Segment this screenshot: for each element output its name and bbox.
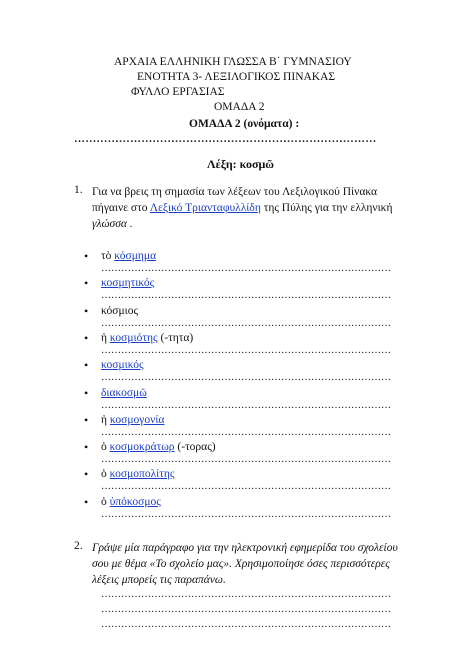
answer-dotted-line[interactable]: …………………………………………………………………………… <box>101 454 391 465</box>
answer-dotted-line[interactable]: …………………………………………………………………………… <box>101 509 391 520</box>
bullet-icon: • <box>84 276 89 290</box>
word-item <box>101 250 156 262</box>
bullet-icon: • <box>84 440 89 454</box>
word-link[interactable]: κοσμητικός <box>101 277 155 289</box>
word-link[interactable]: κοσμοκράτωρ <box>109 441 175 453</box>
question-2-line-2: σου με θέμα «Το σχολείο μας». Χρησιμοποίησε όσες περισσότερες <box>92 558 390 570</box>
answer-dotted-line[interactable]: …………………………………………………………………………… <box>101 372 391 383</box>
word-item-prefix: ὁ <box>101 441 110 453</box>
word-item <box>101 496 161 508</box>
answer-line[interactable]: …………………………………………………………………………… <box>101 589 391 600</box>
answer-dotted-line[interactable]: …………………………………………………………………………… <box>101 345 391 356</box>
answer-dotted-line[interactable]: …………………………………………………………………………… <box>101 318 391 329</box>
word-item-prefix: ἡ <box>101 414 110 426</box>
answer-line[interactable]: …………………………………………………………………………… <box>101 604 391 615</box>
word-title: Λέξη: κοσμῶ <box>207 157 275 171</box>
header-group: ΟΜΑΔΑ 2 <box>214 101 265 113</box>
word-link[interactable]: διακοσμῶ <box>101 387 147 399</box>
answer-dotted-line[interactable]: …………………………………………………………………………… <box>101 481 391 492</box>
bullet-icon: • <box>84 386 89 400</box>
question-1-line-3: γλώσσα . <box>92 218 133 230</box>
word-item-prefix: τὸ <box>101 250 115 262</box>
answer-dotted-line[interactable]: …………………………………………………………………………… <box>101 290 391 301</box>
question-2-line-3: λέξεις μπορείς τις παραπάνω. <box>92 574 226 586</box>
word-item-suffix: (-τητα) <box>157 332 194 344</box>
word-item <box>101 441 216 453</box>
header-unit: ΕΝΟΤΗΤΑ 3- ΛΕΞΙΛΟΓΙΚΟΣ ΠΙΝΑΚΑΣ <box>137 71 336 83</box>
word-item <box>101 387 147 399</box>
bullet-icon: • <box>84 304 89 318</box>
question-2-line-1: Γράψε μία παράγραφο για την ηλεκτρονική εφημερίδα του σχολείου <box>92 542 398 554</box>
word-link[interactable]: κοσμιότης <box>109 332 158 344</box>
question-2-number: 2. <box>74 540 83 552</box>
word-item <box>101 468 174 480</box>
bullet-icon: • <box>84 249 89 263</box>
word-item-prefix: ὁ <box>101 496 110 508</box>
bullet-icon: • <box>84 495 89 509</box>
question-1-number: 1. <box>74 184 83 196</box>
word-item-prefix: κόσμιος <box>101 305 139 317</box>
header-group-names: ΟΜΑΔΑ 2 (ονόματα) : <box>189 118 300 130</box>
word-item-prefix: ὁ <box>101 468 110 480</box>
bullet-icon: • <box>84 358 89 372</box>
word-link[interactable]: κόσμημα <box>114 250 157 262</box>
dictionary-link[interactable]: Λεξικό Τριανταφυλλίδη <box>149 202 261 214</box>
word-item <box>101 359 144 371</box>
answer-dotted-line[interactable]: …………………………………………………………………………… <box>101 400 391 411</box>
bullet-icon: • <box>84 331 89 345</box>
bullet-icon: • <box>84 467 89 481</box>
answer-dotted-line[interactable]: …………………………………………………………………………… <box>101 263 391 274</box>
question-1-text-post: της Πύλης για την ελληνική <box>260 202 393 214</box>
word-link[interactable]: κοσμογονία <box>109 414 165 426</box>
word-link[interactable]: ὑπόκοσμος <box>109 496 161 508</box>
question-1-text-pre: πήγαινε στο <box>92 202 150 214</box>
answer-line[interactable]: …………………………………………………………………………… <box>101 619 391 630</box>
bullet-icon: • <box>84 413 89 427</box>
word-item <box>101 414 164 426</box>
names-dotted-line: ……………………………………………………………………… <box>74 133 377 145</box>
word-item-suffix: (-τορας) <box>174 441 216 453</box>
header-subject: ΑΡΧΑΙΑ ΕΛΛΗΝΙΚΗ ΓΛΩΣΣΑ Β΄ ΓΥΜΝΑΣΙΟΥ <box>114 56 352 68</box>
word-link[interactable]: κοσμοπολίτης <box>109 468 175 480</box>
word-link[interactable]: κοσμικός <box>101 359 144 371</box>
question-1-line-1: Για να βρεις τη σημασία των λέξεων του Λεξιλογικού Πίνακα <box>92 186 378 198</box>
word-item <box>101 277 154 289</box>
word-item-prefix: ἡ <box>101 332 110 344</box>
question-1-line-2 <box>92 200 392 216</box>
word-item <box>101 332 193 344</box>
word-item <box>101 305 138 317</box>
answer-dotted-line[interactable]: …………………………………………………………………………… <box>101 427 391 438</box>
header-worksheet: ΦΥΛΛΟ ΕΡΓΑΣΙΑΣ <box>131 86 225 98</box>
